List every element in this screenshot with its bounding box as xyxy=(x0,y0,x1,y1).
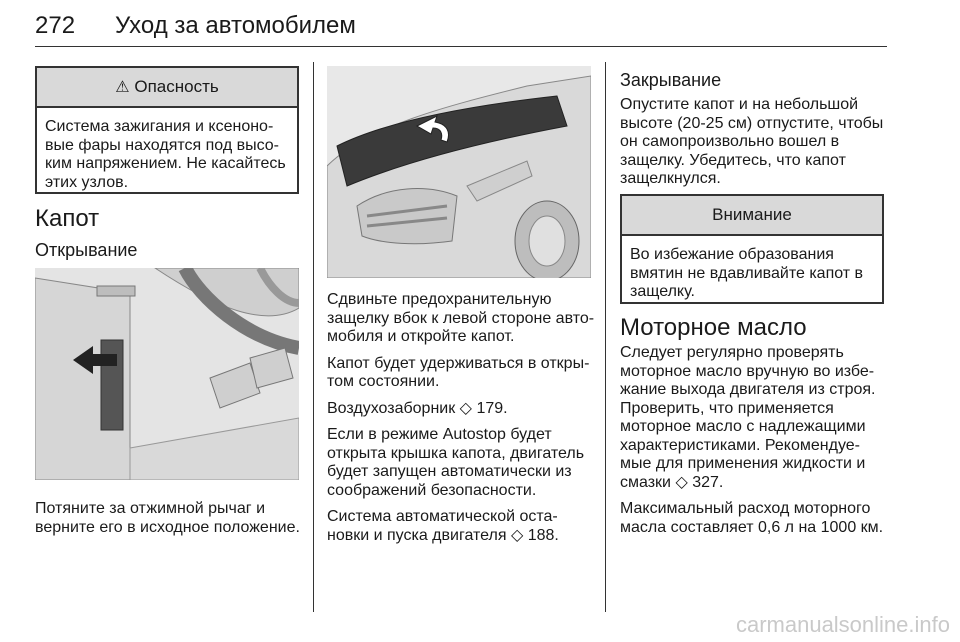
notice-line: вмятин не вдавливайте капот в xyxy=(630,264,864,282)
warning-triangle-icon: ⚠ xyxy=(115,79,130,96)
danger-box xyxy=(35,66,299,194)
page-ref[interactable]: 327. xyxy=(692,473,724,491)
text-line: открыта крышка капота, двигатель xyxy=(327,444,585,462)
running-title: Уход за автомобилем xyxy=(115,12,356,39)
closing-text xyxy=(620,96,895,189)
engine-oil-text xyxy=(620,344,900,537)
caption-line: Потяните за отжимной рычаг и xyxy=(35,500,265,517)
text-line: защелкнулся. xyxy=(620,170,721,187)
text-line: мые для применения жидкости и xyxy=(620,455,866,472)
danger-title: Опасность xyxy=(134,77,219,96)
notice-line: защелку. xyxy=(630,283,695,300)
subsection-opening: Открывание xyxy=(35,240,138,260)
text-line: соображений безопасности. xyxy=(327,481,537,499)
text-line: жание выхода двигателя из строя. xyxy=(620,381,876,398)
text-line: характеристиками. Рекомендуе- xyxy=(620,436,860,454)
page-ref[interactable]: 179. xyxy=(476,399,508,417)
danger-line: вые фары находятся под высо- xyxy=(45,136,280,154)
hood-release-lever-illustration xyxy=(35,268,299,480)
watermark: carmanualsonline.info xyxy=(735,612,950,637)
notice-box-header: Внимание xyxy=(622,196,882,236)
air-intake-reference xyxy=(327,400,602,419)
danger-line: Система зажигания и ксеноно- xyxy=(45,118,274,135)
text-line: Капот будет удерживаться в откры- xyxy=(327,354,590,372)
autostop-reference xyxy=(327,527,602,546)
notice-line: Во избежание образования xyxy=(630,246,834,263)
hood-open-illustration xyxy=(327,66,591,278)
column-divider-2 xyxy=(605,62,606,612)
lubricants-reference xyxy=(620,474,900,493)
text-line: Следует регулярно проверять xyxy=(620,344,844,361)
danger-line: этих узлов. xyxy=(45,173,129,191)
text-line: Сдвиньте предохранительную xyxy=(327,291,552,308)
text-line: Опустите капот и на небольшой xyxy=(620,96,859,113)
text-line: моторное масло вручную во избе- xyxy=(620,362,875,380)
ref-text: новки и пуска двигателя xyxy=(327,526,507,544)
danger-line: ким напряжением. Не касайтесь xyxy=(45,155,286,172)
ref-text: Воздухозаборник xyxy=(327,399,456,417)
car-hood-drawing xyxy=(327,66,591,278)
page-ref[interactable]: 188. xyxy=(527,526,559,544)
reference-arrow-icon: ◇ xyxy=(459,399,472,417)
reference-arrow-icon: ◇ xyxy=(675,473,688,491)
text-line: масла составляет 0,6 л на 1000 км. xyxy=(620,518,884,536)
caption-line: верните его в исходное положение. xyxy=(35,518,300,536)
subsection-closing: Закрывание xyxy=(620,70,722,90)
danger-text xyxy=(37,108,297,192)
interior-lever-drawing xyxy=(35,268,299,480)
notice-text xyxy=(622,236,882,302)
section-title-engine-oil: Моторное масло xyxy=(620,314,807,341)
notice-box xyxy=(620,194,884,304)
page-header xyxy=(35,8,887,47)
col2-text xyxy=(327,291,602,545)
lever-caption xyxy=(35,500,305,537)
text-line: Система автоматической оста- xyxy=(327,508,558,525)
text-line: моторное масло с надлежащими xyxy=(620,418,866,435)
ref-text: смазки xyxy=(620,473,671,491)
danger-box-header xyxy=(37,68,297,108)
text-line: будет запущен автоматически из xyxy=(327,463,572,480)
text-line: он самопроизвольно вошел в xyxy=(620,133,840,150)
column-divider-1 xyxy=(313,62,314,612)
text-line: Если в режиме Autostop будет xyxy=(327,426,552,443)
reference-arrow-icon: ◇ xyxy=(510,526,524,544)
text-line: Максимальный расход моторного xyxy=(620,500,871,517)
text-line: защелку вбок к левой стороне авто- xyxy=(327,309,595,327)
text-line: мобиля и откройте капот. xyxy=(327,328,515,345)
text-line: Проверить, что применяется xyxy=(620,399,834,417)
text-line: высоте (20-25 см) отпустите, чтобы xyxy=(620,114,884,132)
text-line: том состоянии. xyxy=(327,373,440,390)
section-title-hood: Капот xyxy=(35,205,100,232)
text-line: защелку. Убедитесь, что капот xyxy=(620,151,846,169)
page-number: 272 xyxy=(35,12,76,39)
